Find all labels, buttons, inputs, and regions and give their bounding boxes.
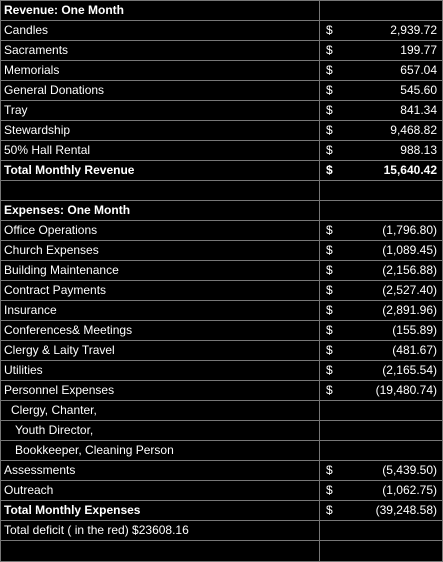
row-amount: (1,062.75) xyxy=(382,483,437,497)
table-row xyxy=(1,301,442,321)
revenue-total-row xyxy=(1,161,442,181)
row-label: Insurance xyxy=(1,301,320,320)
revenue-total-label: Total Monthly Revenue xyxy=(1,161,320,180)
currency-symbol: $ xyxy=(326,363,333,377)
row-label: Outreach xyxy=(1,481,320,500)
row-label: Conferences& Meetings xyxy=(1,321,320,340)
row-label: Office Operations xyxy=(1,221,320,240)
deficit-text: Total deficit ( in the red) $23608.16 xyxy=(1,521,320,540)
currency-symbol: $ xyxy=(326,503,333,517)
table-row xyxy=(1,461,442,481)
currency-symbol: $ xyxy=(326,343,333,357)
blank-cell xyxy=(1,541,320,561)
row-label: Church Expenses xyxy=(1,241,320,260)
row-amount: (5,439.50) xyxy=(382,463,437,477)
expenses-total-amount: (39,248.58) xyxy=(375,503,437,517)
personnel-detail: Bookkeeper, Cleaning Person xyxy=(1,441,320,460)
currency-symbol: $ xyxy=(326,303,333,317)
blank-row xyxy=(1,541,442,561)
currency-symbol: $ xyxy=(326,123,333,137)
deficit-row xyxy=(1,521,442,541)
row-label: Tray xyxy=(1,101,320,120)
row-amount: (2,891.96) xyxy=(382,303,437,317)
expenses-header-row xyxy=(1,201,442,221)
row-label: Memorials xyxy=(1,61,320,80)
currency-symbol: $ xyxy=(326,323,333,337)
currency-symbol: $ xyxy=(326,463,333,477)
table-row xyxy=(1,61,442,81)
row-amount: (1,089.45) xyxy=(382,243,437,257)
expenses-total-label: Total Monthly Expenses xyxy=(1,501,320,520)
table-row xyxy=(1,81,442,101)
revenue-total-amount: 15,640.42 xyxy=(383,163,437,177)
row-label: General Donations xyxy=(1,81,320,100)
table-row xyxy=(1,121,442,141)
currency-symbol: $ xyxy=(326,163,333,177)
row-amount: (155.89) xyxy=(392,323,437,337)
table-row xyxy=(1,481,442,501)
currency-symbol: $ xyxy=(326,143,333,157)
expenses-header: Expenses: One Month xyxy=(1,201,320,220)
row-label: Candles xyxy=(1,21,320,40)
row-label: Sacraments xyxy=(1,41,320,60)
row-label: Contract Payments xyxy=(1,281,320,300)
row-amount: (2,527.40) xyxy=(382,283,437,297)
currency-symbol: $ xyxy=(326,243,333,257)
currency-symbol: $ xyxy=(326,83,333,97)
row-amount: (2,165.54) xyxy=(382,363,437,377)
row-amount: 199.77 xyxy=(400,43,437,57)
row-label: Stewardship xyxy=(1,121,320,140)
currency-symbol: $ xyxy=(326,63,333,77)
row-amount: 841.34 xyxy=(400,103,437,117)
currency-symbol: $ xyxy=(326,23,333,37)
row-label: Utilities xyxy=(1,361,320,380)
currency-symbol: $ xyxy=(326,103,333,117)
personnel-detail-row xyxy=(1,401,442,421)
table-row xyxy=(1,21,442,41)
row-label: Personnel Expenses xyxy=(1,381,320,400)
row-label: Building Maintenance xyxy=(1,261,320,280)
table-row xyxy=(1,41,442,61)
table-row xyxy=(1,261,442,281)
row-amount: 2,939.72 xyxy=(390,23,437,37)
table-row xyxy=(1,281,442,301)
table-row xyxy=(1,221,442,241)
expenses-total-row xyxy=(1,501,442,521)
table-row xyxy=(1,361,442,381)
currency-symbol: $ xyxy=(326,483,333,497)
currency-symbol: $ xyxy=(326,223,333,237)
table-row xyxy=(1,241,442,261)
row-amount: (481.67) xyxy=(392,343,437,357)
row-label: Clergy & Laity Travel xyxy=(1,341,320,360)
personnel-detail: Youth Director, xyxy=(1,421,320,440)
row-amount: 9,468.82 xyxy=(390,123,437,137)
revenue-header: Revenue: One Month xyxy=(1,1,320,20)
row-label: Assessments xyxy=(1,461,320,480)
table-row xyxy=(1,101,442,121)
row-amount: 657.04 xyxy=(400,63,437,77)
row-amount: 545.60 xyxy=(400,83,437,97)
row-amount: (2,156.88) xyxy=(382,263,437,277)
revenue-header-row xyxy=(1,1,442,21)
blank-row xyxy=(1,181,442,201)
currency-symbol: $ xyxy=(326,43,333,57)
blank-cell xyxy=(1,181,320,200)
personnel-detail-row xyxy=(1,441,442,461)
table-row xyxy=(1,321,442,341)
row-amount: 988.13 xyxy=(400,143,437,157)
currency-symbol: $ xyxy=(326,383,333,397)
currency-symbol: $ xyxy=(326,283,333,297)
table-row xyxy=(1,341,442,361)
personnel-detail-row xyxy=(1,421,442,441)
row-amount: (19,480.74) xyxy=(375,383,437,397)
personnel-detail: Clergy, Chanter, xyxy=(1,401,320,420)
row-label: 50% Hall Rental xyxy=(1,141,320,160)
row-amount: (1,796.80) xyxy=(382,223,437,237)
table-row xyxy=(1,381,442,401)
currency-symbol: $ xyxy=(326,263,333,277)
table-row xyxy=(1,141,442,161)
